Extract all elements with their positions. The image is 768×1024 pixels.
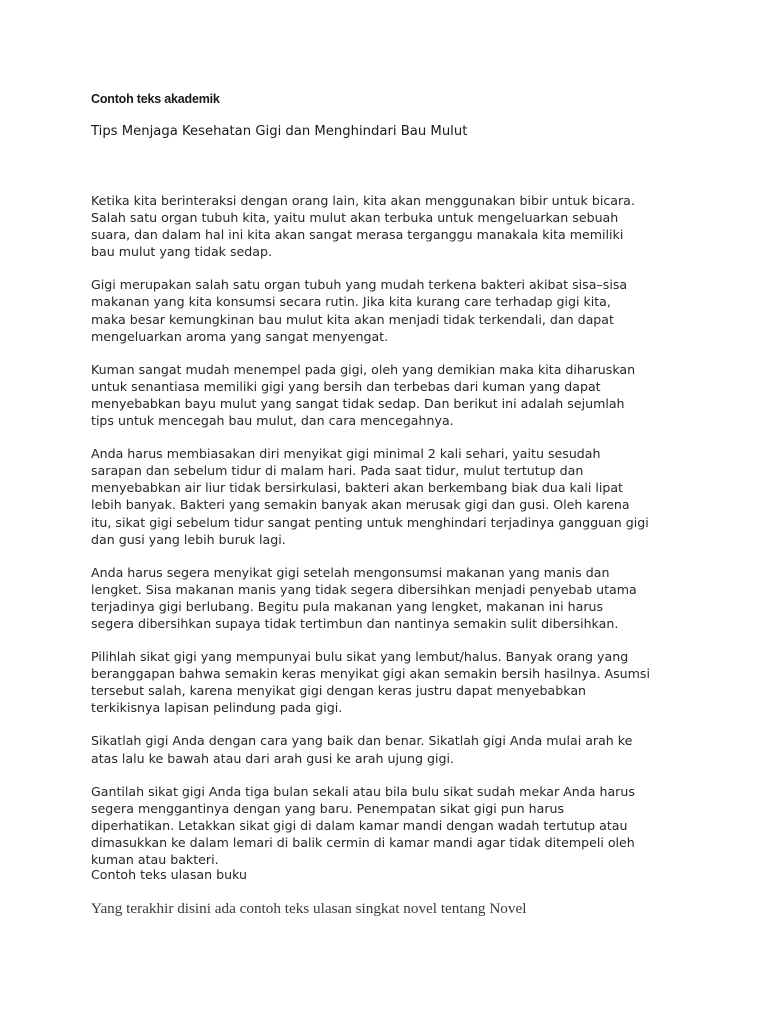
text-line: sarapan dan sebelum tidur di malam hari. Pada saat tidur, mulut tertutup dan	[91, 463, 584, 479]
text-line: Ketika kita berinteraksi dengan orang lain, kita akan menggunakan bibir untuk bicara.	[91, 193, 635, 208]
document-body	[91, 192, 691, 884]
paragraph-6	[91, 648, 691, 716]
text-line: maka besar kemungkinan bau mulut kita akan menjadi tidak terkendali, dan dapat	[91, 311, 614, 327]
text-line: Sikatlah gigi Anda dengan cara yang baik dan benar. Sikatlah gigi Anda mulai arah ke	[91, 733, 633, 749]
text-line: Anda harus membiasakan diri menyikat gigi minimal 2 kali sehari, yaitu sesudah	[91, 446, 601, 462]
text-line: menyebabkan air liur tidak bersirkulasi, bakteri akan berkembang biak dua kali lipat	[91, 480, 623, 496]
text-line: Gantilah sikat gigi Anda tiga bulan sekali atau bila bulu sikat sudah mekar Anda harus	[91, 783, 635, 799]
text-line: Anda harus segera menyikat gigi setelah mengonsumsi makanan yang manis dan	[91, 564, 610, 580]
text-line: segera dibersihkan supaya tidak tertimbun dan nantinya semakin sulit dibersihkan.	[91, 615, 619, 631]
section-subhead: Contoh teks ulasan buku	[91, 867, 247, 882]
document-label: Contoh teks akademik	[91, 92, 220, 106]
text-line: suara, dan dalam hal ini kita akan sangat merasa terganggu manakala kita memiliki	[91, 227, 624, 243]
paragraph-5	[91, 564, 691, 632]
text-line: menyebabkan bayu mulut yang sangat tidak sedap. Dan berikut ini adalah sejumlah	[91, 395, 625, 411]
paragraph-4	[91, 445, 691, 548]
text-line: beranggapan bahwa semakin keras menyikat gigi akan semakin bersih hasilnya. Asumsi	[91, 666, 650, 682]
text-line: kuman atau bakteri.	[91, 852, 219, 867]
text-line: Kuman sangat mudah menempel pada gigi, oleh yang demikian maka kita diharuskan	[91, 361, 636, 377]
text-line: lengket. Sisa makanan manis yang tidak segera dibersihkan menjadi penyebab utama	[91, 581, 637, 597]
paragraph-2	[91, 276, 691, 344]
text-line: lebih banyak. Bakteri yang semakin banyak akan merusak gigi dan gusi. Oleh karena	[91, 497, 630, 513]
text-line: Salah satu organ tubuh kita, yaitu mulut akan terbuka untuk mengeluarkan sebuah	[91, 210, 619, 226]
text-line: tips untuk mencegah bau mulut, dan cara mencegahnya.	[91, 413, 454, 429]
text-line: atas lalu ke bawah atau dari arah gusi ke arah ujung gigi.	[91, 750, 454, 766]
text-line: dan gusi yang lebih buruk lagi.	[91, 531, 286, 547]
text-line: Gigi merupakan salah satu organ tubuh yang mudah terkena bakteri akibat sisa–sisa	[91, 277, 628, 293]
text-line: mengeluarkan aroma yang sangat menyengat.	[91, 328, 389, 344]
paragraph-3	[91, 361, 691, 429]
text-line: diperhatikan. Letakkan sikat gigi di dalam kamar mandi dengan wadah tertutup atau	[91, 817, 628, 833]
text-line: makanan yang kita konsumsi secara rutin. Jika kita kurang care terhadap gigi kita,	[91, 294, 611, 310]
text-line: terkikisnya lapisan pelindung pada gigi.	[91, 700, 343, 716]
closing-line: Yang terakhir disini ada contoh teks ulasan singkat novel tentang Novel	[91, 900, 527, 917]
paragraph-8	[91, 783, 691, 868]
text-line: Pilihlah sikat gigi yang mempunyai bulu sikat yang lembut/halus. Banyak orang yang	[91, 649, 629, 665]
text-line: terjadinya gigi berlubang. Begitu pula makanan yang lengket, makanan ini harus	[91, 598, 604, 614]
text-line: itu, sikat gigi sebelum tidur sangat penting untuk menghindari terjadinya gangguan gigi	[91, 514, 649, 530]
document-title: Tips Menjaga Kesehatan Gigi dan Menghindari Bau Mulut	[91, 124, 468, 139]
paragraph-1	[91, 192, 691, 260]
text-line: tersebut salah, karena menyikat gigi dengan keras justru dapat menyebabkan	[91, 683, 587, 699]
text-line: segera menggantinya dengan yang baru. Penempatan sikat gigi pun harus	[91, 800, 565, 816]
text-line: bau mulut yang tidak sedap.	[91, 244, 272, 260]
text-line: untuk senantiasa memiliki gigi yang bersih dan terbebas dari kuman yang dapat	[91, 378, 601, 394]
text-line: dimasukkan ke dalam lemari di balik cermin di kamar mandi agar tidak ditempeli oleh	[91, 834, 635, 850]
paragraph-7	[91, 732, 691, 766]
